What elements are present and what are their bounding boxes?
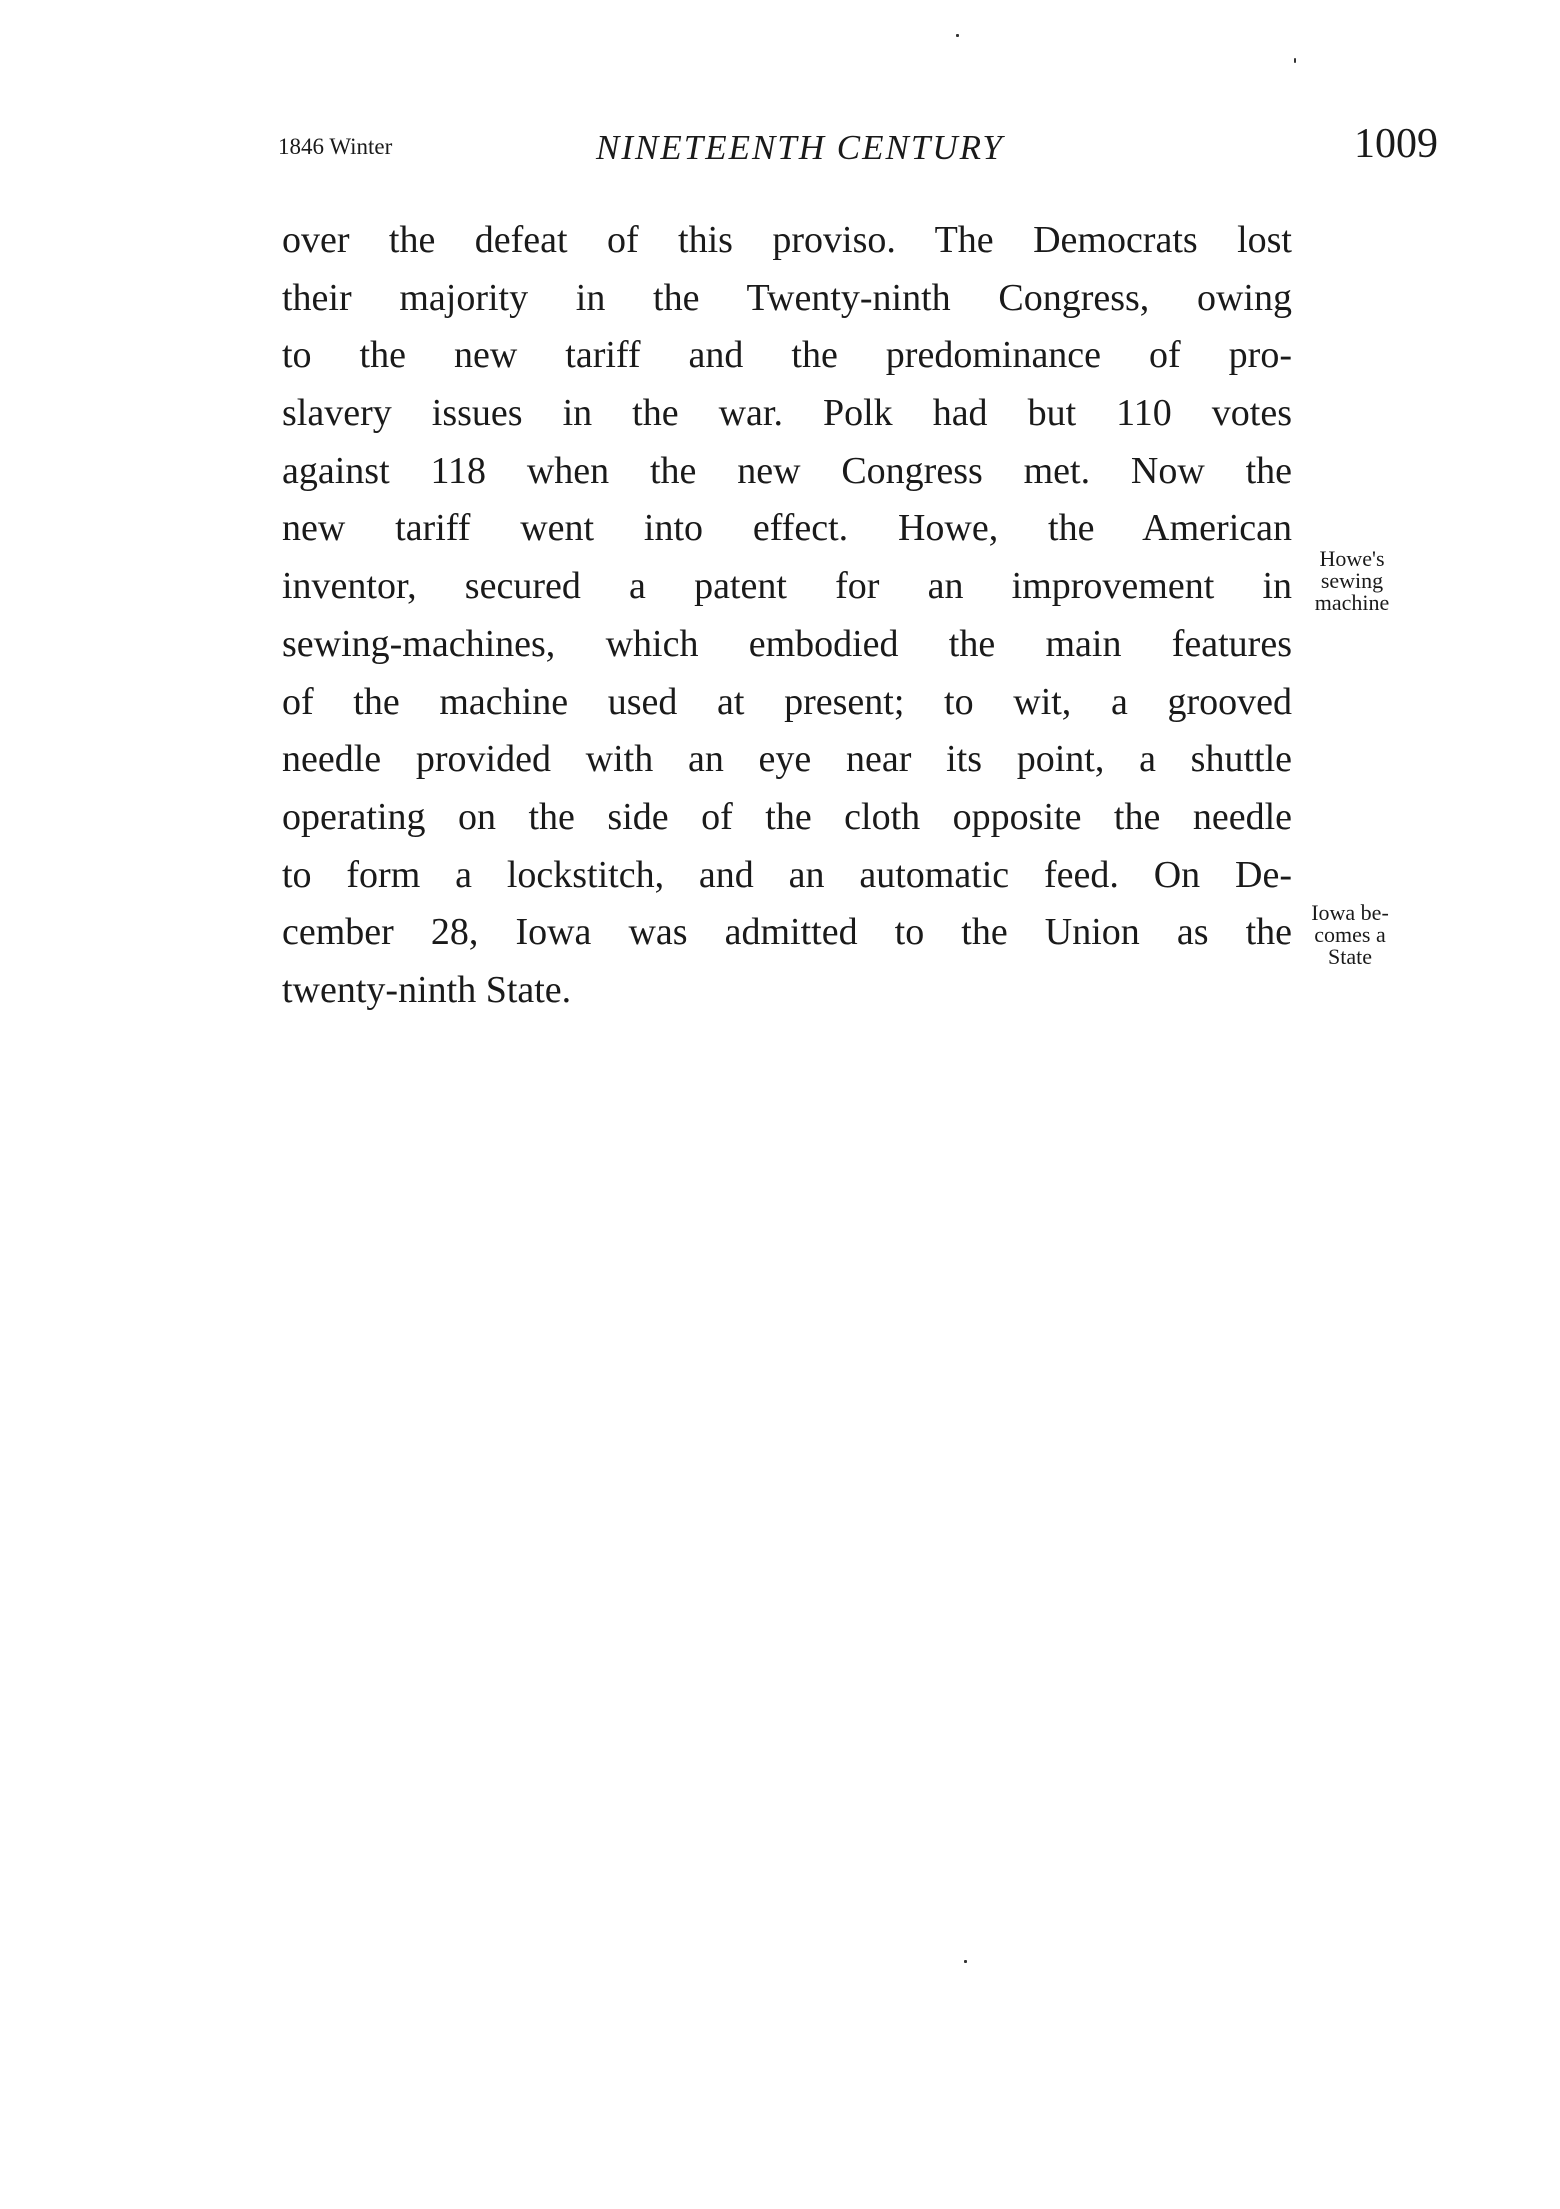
text-line: to form a lockstitch, and an automatic feed. On De- xyxy=(282,853,1292,896)
margin-note-iowa xyxy=(1290,902,1410,968)
text-line: of the machine used at present; to wit, a grooved xyxy=(282,680,1292,723)
margin-note-line: machine xyxy=(1314,590,1390,615)
page-number: 1009 xyxy=(1354,121,1438,167)
margin-note-line: State xyxy=(1328,944,1372,969)
text-line: sewing-machines, which embodied the main features xyxy=(282,622,1292,665)
text-line: inventor, secured a patent for an improvement in xyxy=(282,565,1292,608)
margin-note-line: comes a xyxy=(1314,922,1386,947)
running-head-title: NINETEENTH CENTURY xyxy=(596,128,1004,167)
scan-speck xyxy=(1294,58,1296,63)
text-line: slavery issues in the war. Polk had but 110 votes xyxy=(282,392,1292,435)
text-line: their majority in the Twenty-ninth Congress, owing xyxy=(282,276,1292,319)
text-line: twenty-ninth State. xyxy=(282,968,572,1011)
margin-note-line: Iowa be- xyxy=(1311,900,1389,925)
text-line: to the new tariff and the predominance of pro- xyxy=(282,334,1292,377)
text-line: needle provided with an eye near its point, a shuttle xyxy=(282,738,1292,781)
margin-note-line: sewing xyxy=(1320,568,1384,593)
scan-speck xyxy=(956,34,959,37)
margin-note-howe xyxy=(1292,548,1412,614)
text-line: over the defeat of this proviso. The Democrats lost xyxy=(282,219,1292,261)
text-line: against 118 when the new Congress met. Now the xyxy=(282,449,1292,492)
body-paragraph xyxy=(282,212,1292,1020)
text-line: cember 28, Iowa was admitted to the Union as the xyxy=(282,911,1292,954)
text-line: operating on the side of the cloth opposite the needle xyxy=(282,795,1292,838)
running-head-date: 1846 Winter xyxy=(278,134,393,159)
margin-note-line: Howe's xyxy=(1319,546,1385,571)
scan-speck xyxy=(964,1960,967,1963)
text-line: new tariff went into effect. Howe, the American xyxy=(282,507,1292,550)
